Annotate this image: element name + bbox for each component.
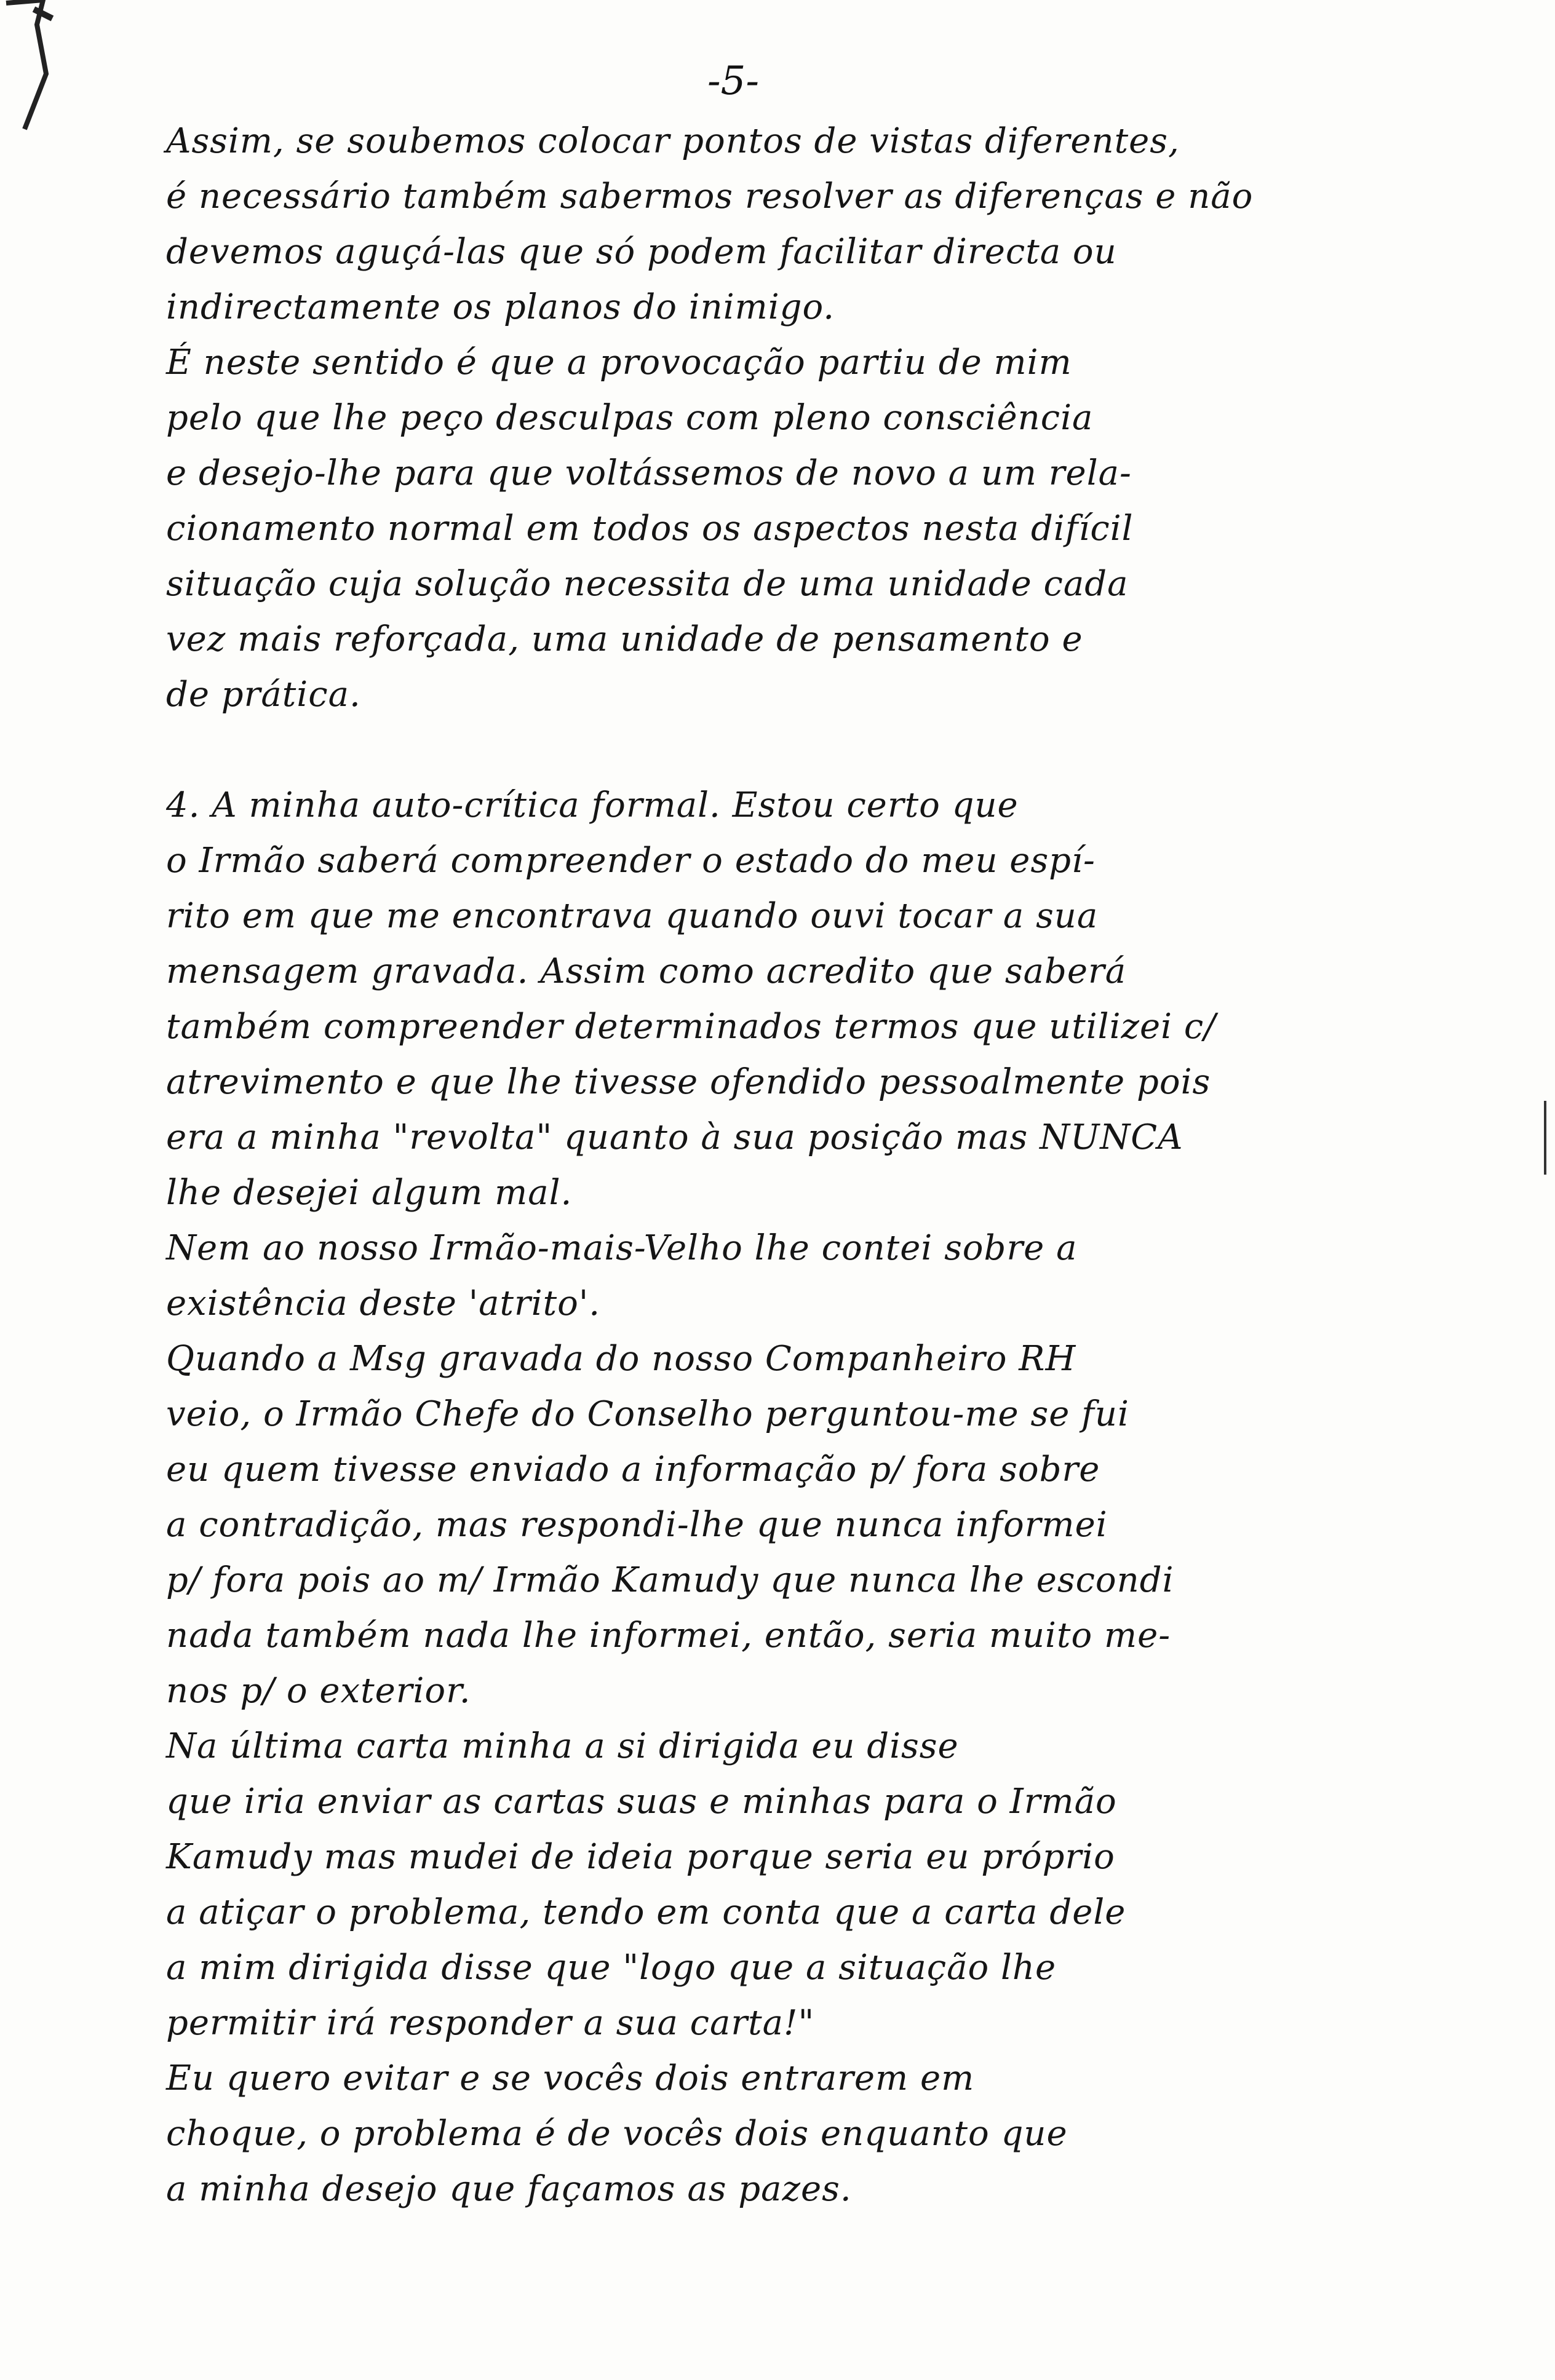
scan-artifact-mark: [0, 0, 55, 135]
handwritten-line: nos p/ o exterior.: [166, 1671, 471, 1711]
handwritten-line: choque, o problema é de vocês dois enquanto que: [166, 2114, 1068, 2154]
handwritten-line: 4. A minha auto-crítica formal. Estou certo que: [166, 785, 1019, 825]
handwritten-line: vez mais reforçada, uma unidade de pensamento e: [166, 619, 1083, 659]
handwritten-line: permitir irá responder a sua carta!": [166, 2003, 815, 2043]
handwritten-line: situação cuja solução necessita de uma unidade cada: [166, 564, 1129, 604]
handwritten-line: era a minha "revolta" quanto à sua posição mas NUNCA: [166, 1117, 1183, 1157]
handwritten-line: lhe desejei algum mal.: [166, 1173, 573, 1213]
handwritten-line: a atiçar o problema, tendo em conta que a carta dele: [166, 1892, 1126, 1932]
handwritten-line: a minha desejo que façamos as pazes.: [166, 2169, 852, 2209]
handwritten-line: nada também nada lhe informei, então, seria muito me-: [166, 1616, 1171, 1656]
handwritten-line: É neste sentido é que a provocação partiu de mim: [166, 343, 1072, 383]
handwritten-line: cionamento normal em todos os aspectos nesta difícil: [166, 509, 1134, 549]
handwritten-line: também compreender determinados termos que utilizei c/: [166, 1007, 1217, 1047]
paragraph-gap: [166, 723, 1495, 778]
handwritten-line: existência deste 'atrito'.: [166, 1283, 601, 1323]
handwritten-line: pelo que lhe peço desculpas com pleno consciência: [166, 398, 1094, 438]
handwritten-line: p/ fora pois ao m/ Irmão Kamudy que nunca lhe escondi: [166, 1560, 1174, 1600]
handwritten-line: Eu quero evitar e se vocês dois entrarem em: [166, 2058, 975, 2098]
handwritten-line: devemos aguçá-las que só podem facilitar directa ou: [166, 232, 1117, 272]
handwritten-line: indirectamente os planos do inimigo.: [166, 287, 835, 327]
handwritten-line: o Irmão saberá compreender o estado do meu espí-: [166, 841, 1096, 881]
handwritten-line: de prática.: [166, 675, 361, 715]
handwritten-line: Nem ao nosso Irmão-mais-Velho lhe contei sobre a: [166, 1228, 1078, 1268]
handwritten-line: atrevimento e que lhe tivesse ofendido pessoalmente pois: [166, 1062, 1211, 1102]
handwritten-line: é necessário também sabermos resolver as diferenças e não: [166, 177, 1254, 216]
handwritten-line: Kamudy mas mudei de ideia porque seria eu próprio: [166, 1837, 1115, 1877]
handwritten-line: rito em que me encontrava quando ouvi tocar a sua: [166, 896, 1099, 936]
handwritten-line: Assim, se soubemos colocar pontos de vistas diferentes,: [166, 121, 1180, 161]
handwritten-line: que iria enviar as cartas suas e minhas para o Irmão: [166, 1782, 1117, 1822]
handwritten-line: veio, o Irmão Chefe do Conselho perguntou-me se fui: [166, 1394, 1129, 1434]
handwritten-line: Na última carta minha a si dirigida eu disse: [166, 1726, 959, 1766]
handwritten-line: Quando a Msg gravada do nosso Companheiro RH: [166, 1339, 1076, 1379]
handwritten-line: mensagem gravada. Assim como acredito que saberá: [166, 951, 1127, 991]
handwritten-line: a contradição, mas respondi-lhe que nunca informei: [166, 1505, 1108, 1545]
handwritten-line: a mim dirigida disse que "logo que a situação lhe: [166, 1948, 1057, 1988]
handwritten-line: eu quem tivesse enviado a informação p/ fora sobre: [166, 1450, 1100, 1489]
handwritten-letter-body: [166, 114, 1495, 2217]
handwritten-line: e desejo-lhe para que voltássemos de novo a um rela-: [166, 453, 1132, 493]
scan-artifact-edge: [1544, 1101, 1546, 1175]
page-number: -5-: [707, 58, 759, 104]
